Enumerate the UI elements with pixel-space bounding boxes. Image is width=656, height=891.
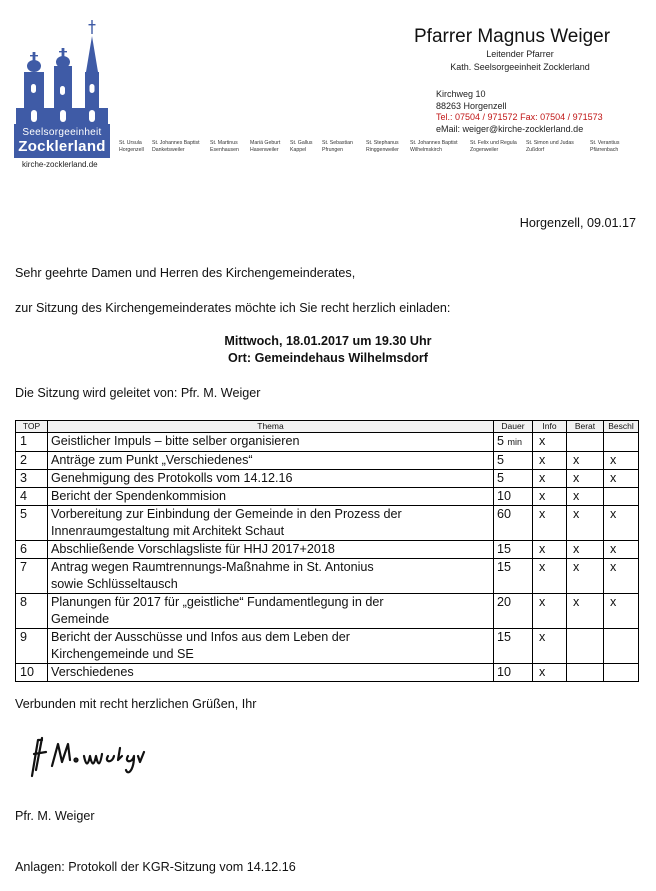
duration: 15 <box>494 559 533 594</box>
topic: Bericht der Spendenkommision <box>48 488 494 506</box>
info-mark: x <box>533 470 567 488</box>
topic: Anträge zum Punkt „Verschiedenes“ <box>48 452 494 470</box>
signature-icon <box>24 726 154 786</box>
berat-mark: x <box>567 594 604 629</box>
pastor-role: Leitender Pfarrer <box>486 49 554 59</box>
beschl-mark <box>604 629 639 664</box>
col-header-berat: Berat <box>567 421 604 433</box>
info-mark: x <box>533 559 567 594</box>
parish-item: St. Sebastian Pfrungen <box>322 140 353 153</box>
duration: 5 <box>494 470 533 488</box>
berat-mark <box>567 664 604 682</box>
berat-mark: x <box>567 559 604 594</box>
berat-mark: x <box>567 541 604 559</box>
table-header-row <box>16 421 639 433</box>
duration: 60 <box>494 506 533 541</box>
city: 88263 Horgenzell <box>436 101 507 111</box>
top-number: 1 <box>16 433 48 452</box>
duration: 15 <box>494 629 533 664</box>
top-number: 4 <box>16 488 48 506</box>
col-header-dauer: Dauer <box>494 421 533 433</box>
email[interactable]: eMail: weiger@kirche-zocklerland.de <box>436 124 584 134</box>
meeting-datetime: Mittwoch, 18.01.2017 um 19.30 Uhr <box>224 334 432 348</box>
berat-mark: x <box>567 506 604 541</box>
agenda-table <box>15 420 639 682</box>
parish-item: St. Johannes Baptist Danketsweiler <box>152 140 200 153</box>
parish-item: St. Ursula Horgenzell <box>119 140 144 153</box>
organization: Kath. Seelsorgeeinheit Zocklerland <box>450 62 590 72</box>
duration: 5 <box>494 452 533 470</box>
info-mark: x <box>533 541 567 559</box>
berat-mark <box>567 433 604 452</box>
top-number: 10 <box>16 664 48 682</box>
meeting-lead: Die Sitzung wird geleitet von: Pfr. M. Weiger <box>15 386 261 400</box>
top-number: 7 <box>16 559 48 594</box>
table-row <box>16 470 639 488</box>
intro-text: zur Sitzung des Kirchengemeinderates möchte ich Sie recht herzlich einladen: <box>15 301 451 315</box>
table-row <box>16 559 639 594</box>
logo-line-2: Zocklerland <box>18 138 106 155</box>
beschl-mark: x <box>604 559 639 594</box>
topic: Vorbereitung zur Einbindung der Gemeinde in den Prozess der Innenraumgestaltung mit Architekt Schaut <box>48 506 494 541</box>
duration: 10 <box>494 664 533 682</box>
topic: Genehmigung des Protokolls vom 14.12.16 <box>48 470 494 488</box>
info-mark: x <box>533 594 567 629</box>
topic: Geistlicher Impuls – bitte selber organisieren <box>48 433 494 452</box>
info-mark: x <box>533 433 567 452</box>
col-header-info: Info <box>533 421 567 433</box>
salutation: Sehr geehrte Damen und Herren des Kirchengemeinderates, <box>15 266 356 280</box>
beschl-mark: x <box>604 452 639 470</box>
info-mark: x <box>533 452 567 470</box>
berat-mark: x <box>567 470 604 488</box>
parish-item: St. Felix und Regula Zogenweiler <box>470 140 517 153</box>
top-number: 5 <box>16 506 48 541</box>
table-row <box>16 629 639 664</box>
logo-url: kirche-zocklerland.de <box>22 160 98 169</box>
beschl-mark <box>604 488 639 506</box>
top-number: 3 <box>16 470 48 488</box>
berat-mark: x <box>567 488 604 506</box>
table-row <box>16 594 639 629</box>
topic: Verschiedenes <box>48 664 494 682</box>
logo-band <box>14 124 110 158</box>
table-row <box>16 488 639 506</box>
parish-item: St. Johannes Baptist Wilhelmskirch <box>410 140 458 153</box>
beschl-mark <box>604 433 639 452</box>
info-mark: x <box>533 664 567 682</box>
duration: 10 <box>494 488 533 506</box>
table-row <box>16 452 639 470</box>
topic: Planungen für 2017 für „geistliche“ Fundamentlegung in der Gemeinde <box>48 594 494 629</box>
beschl-mark: x <box>604 470 639 488</box>
berat-mark <box>567 629 604 664</box>
info-mark: x <box>533 506 567 541</box>
table-row <box>16 541 639 559</box>
parish-item: St. Gallus Kappel <box>290 140 313 153</box>
topic: Abschließende Vorschlagsliste für HHJ 2017+2018 <box>48 541 494 559</box>
parish-item: Mariä Geburt Hasenweiler <box>250 140 281 153</box>
col-header-beschl: Beschl <box>604 421 639 433</box>
topic: Bericht der Ausschüsse und Infos aus dem Leben der Kirchengemeinde und SE <box>48 629 494 664</box>
beschl-mark: x <box>604 541 639 559</box>
beschl-mark <box>604 664 639 682</box>
table-row <box>16 506 639 541</box>
parish-item: St. Martinus Esenhausen <box>210 140 239 153</box>
top-number: 2 <box>16 452 48 470</box>
parish-item: St. Stephanus Ringgenweiler <box>366 140 399 153</box>
info-mark: x <box>533 488 567 506</box>
col-header-top: TOP <box>16 421 48 433</box>
pastor-name: Pfarrer Magnus Weiger <box>414 26 611 47</box>
table-row <box>16 664 639 682</box>
letter-date: Horgenzell, 09.01.17 <box>519 216 636 230</box>
street: Kirchweg 10 <box>436 89 486 99</box>
col-header-thema: Thema <box>48 421 494 433</box>
beschl-mark: x <box>604 506 639 541</box>
top-number: 6 <box>16 541 48 559</box>
attachments: Anlagen: Protokoll der KGR-Sitzung vom 14.12.16 <box>15 860 296 874</box>
duration: 5 min <box>494 433 533 452</box>
top-number: 8 <box>16 594 48 629</box>
closing-text: Verbunden mit recht herzlichen Grüßen, Ihr <box>15 697 257 711</box>
parish-list <box>116 140 656 160</box>
signer-name: Pfr. M. Weiger <box>15 809 95 823</box>
topic: Antrag wegen Raumtrennungs-Maßnahme in St. Antonius sowie Schlüsseltausch <box>48 559 494 594</box>
beschl-mark: x <box>604 594 639 629</box>
duration: 20 <box>494 594 533 629</box>
top-number: 9 <box>16 629 48 664</box>
berat-mark: x <box>567 452 604 470</box>
duration: 15 <box>494 541 533 559</box>
parish-item: St. Simon und Judas Zußdorf <box>526 140 574 153</box>
table-row <box>16 433 639 452</box>
phone-fax: Tel.: 07504 / 971572 Fax: 07504 / 971573 <box>436 112 603 122</box>
parish-item: St. Verantius Pfärrenbach <box>590 140 620 153</box>
info-mark: x <box>533 629 567 664</box>
logo-line-1: Seelsorgeeinheit <box>22 127 102 138</box>
meeting-location: Ort: Gemeindehaus Wilhelmsdorf <box>227 351 429 365</box>
